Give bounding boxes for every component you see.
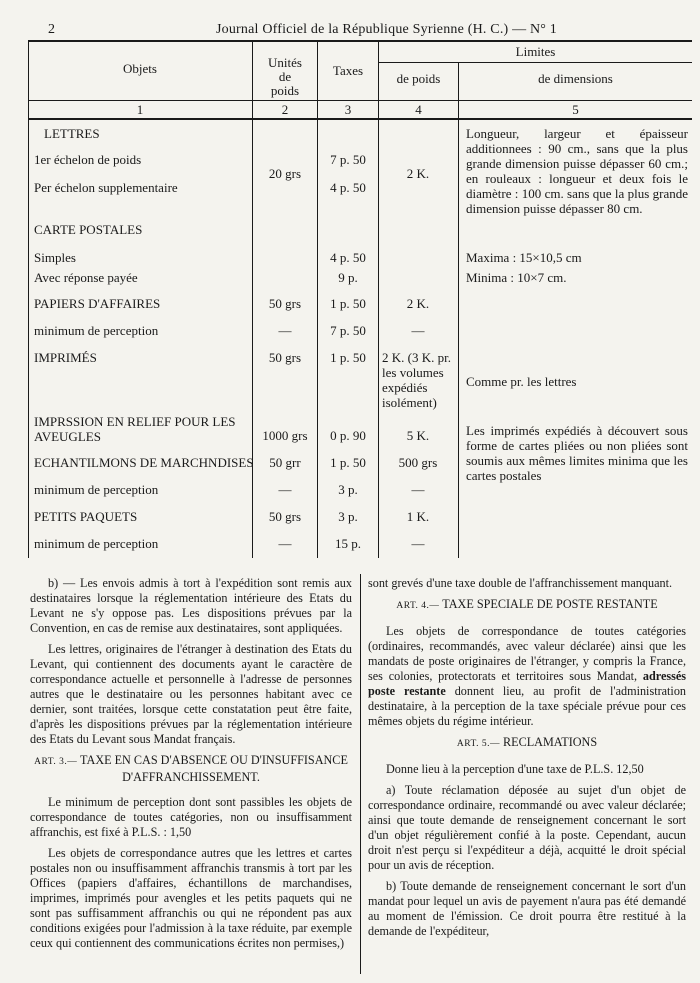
- row-objet: 1er échelon de poids: [34, 152, 142, 167]
- col-number: 5: [572, 102, 579, 117]
- row-unite: 50 grs: [268, 350, 302, 365]
- row-poids: 500 grs: [398, 455, 438, 470]
- article-label: ART. 4.—: [396, 601, 440, 611]
- row-unite: 50 grr: [269, 455, 301, 470]
- article-4-heading: [368, 597, 686, 614]
- row-taxe: 4 p. 50: [330, 180, 366, 195]
- paragraph: Donne lieu à la perception d'une taxe de P.L.S. 12,50: [386, 762, 644, 776]
- paragraph: Le minimum de perception dont sont passibles les objets de correspondance de toutes catégories, non ou insuffisamment affranchis, est fixé à P.L.S. : 1,50: [30, 795, 352, 839]
- row-unite: 20 grs: [268, 166, 302, 181]
- col-number: 3: [344, 102, 352, 117]
- row-poids: 2 K.: [406, 296, 430, 311]
- row-objet: CARTE POSTALES: [34, 222, 143, 237]
- dimensions-lettres: Longueur, largeur et épaisseur additionnees : 90 cm., sans que la plus grande dimension puisse dépasser 60 cm.; en rouleaux : longueur et deux fois le diamètre : 100 cm. sans que la plus grande dimension puisse dépasser 80 cm.: [466, 126, 688, 216]
- header-objets: Objets: [123, 61, 157, 76]
- paragraph: Les objets de correspondance de toutes catégories (ordinaires, recommandés, avec valeur déclarée) ainsi que les mandats de poste originaires de l'étranger, y compris la France, ses colonies, protectorats et territoires sous Mandat, adressés poste restante donnent lieu, au profit de l'administration destinataire, à la perception de la taxe spéciale prévue pour ces mêmes objets du régime intérieur.: [368, 624, 687, 728]
- article-title: TAXE EN CAS D'ABSENCE OU D'INSUFFISANCE D'AFFRANCHISSEMENT.: [80, 753, 348, 784]
- row-objet: minimum de perception: [34, 536, 159, 551]
- row-taxe: 4 p. 50: [330, 250, 366, 265]
- row-objet: IMPRSSION EN RELIEF POUR LES AVEUGLES: [34, 414, 236, 444]
- row-unite: —: [278, 536, 292, 551]
- paragraph: Les lettres, originaires de l'étranger à destination des Etats du Levant, qui contiennent des documents ayant le caractère de correspondance actuelle et personnelle à l'adresse de personnes autres que le destinataire ou les personnes habitant avec ce dernier, sont traitées, lorsque cette constatation peut être faite, d'après les dispositions prévues par la réglementation intérieure des Etats du Levant sous Mandat français.: [30, 642, 352, 746]
- tariff-table: [28, 40, 692, 558]
- row-poids: 2 K. (3 K. pr. les volumes expédiés isolément): [382, 350, 451, 410]
- paragraph: Les objets de correspondance autres que les lettres et cartes postales non ou insuffisamment affranchis transmis à tort par les Offices (papiers d'affaires, échantillons de marchandises, imprimes, imprimés pour avengles et les petits paquets qui ne sont pas suffisamment affranchis ou qui ne répondent pas aux conditions exigées pour l'admission à la taxe réduite, par exemple ceux qui contiennent des communications écrites non permises,): [30, 846, 352, 950]
- column-divider: [360, 574, 361, 974]
- col-number: 2: [281, 102, 289, 117]
- row-poids: 1 K.: [406, 509, 430, 524]
- header-de-dimensions: de dimensions: [538, 71, 613, 86]
- bold-phrase: adressés poste restante: [368, 669, 686, 698]
- row-unite: 50 grs: [268, 296, 302, 311]
- row-taxe: 1 p. 50: [330, 350, 366, 365]
- header-taxes: Taxes: [332, 63, 364, 78]
- col-number: 4: [415, 102, 422, 117]
- row-unite: 1000 grs: [262, 428, 308, 443]
- row-taxe: 1 p. 50: [330, 296, 366, 311]
- article-5-heading: [368, 735, 686, 752]
- row-objet: minimum de perception: [34, 482, 159, 497]
- article-title: TAXE SPECIALE DE POSTE RESTANTE: [442, 597, 658, 611]
- row-objet: LETTRES: [44, 126, 100, 141]
- paragraph: b) Toute demande de renseignement concernant le sort d'un mandat pour lequel un avis de payement n'aura pas été demandé au moment de l'émission. Ce droit pourra être restitué à la demande de l'expéditeur,: [368, 879, 686, 938]
- row-taxe: 7 p. 50: [330, 323, 366, 338]
- row-poids: —: [411, 323, 425, 338]
- row-poids: 5 K.: [406, 428, 430, 443]
- row-taxe: 7 p. 50: [330, 152, 366, 167]
- header-de-poids: de poids: [396, 71, 441, 86]
- header-unites: Unités de poids: [268, 55, 302, 98]
- row-objet: minimum de perception: [34, 323, 159, 338]
- paragraph: sont grevés d'une taxe double de l'affranchissement manquant.: [368, 576, 673, 590]
- dimensions-imprimes: Comme pr. les lettres: [466, 374, 577, 389]
- row-unite: —: [278, 482, 292, 497]
- row-unite: 50 grs: [268, 509, 302, 524]
- journal-title: Journal Officiel de la République Syrienne (H. C.) — N° 1: [216, 22, 558, 37]
- article-label: ART. 3.—: [34, 757, 78, 767]
- row-objet: IMPRIMÉS: [34, 350, 97, 365]
- article-title: RECLAMATIONS: [503, 735, 598, 749]
- paragraph: a) Toute réclamation déposée au sujet d'un objet de correspondance ordinaire, recommandé ou avec valeur déclarée; ainsi que toute demande de renseignement concernant le sort d'un objet régulièrement confié à la poste. Cependant, aucun droit n'est perçu si l'expéditeur a déjà, acquitté le droit spécial pour un avis de réception.: [368, 783, 686, 872]
- row-taxe: 3 p.: [338, 509, 358, 524]
- row-taxe: 3 p.: [338, 482, 358, 497]
- left-column: [30, 576, 352, 957]
- row-unite: —: [278, 323, 292, 338]
- row-taxe: 1 p. 50: [330, 455, 366, 470]
- row-objet: Simples: [34, 250, 76, 265]
- dimensions-maxima: Maxima : 15×10,5 cm: [466, 250, 582, 265]
- article-label: ART. 5.—: [456, 739, 500, 749]
- row-objet: Per échelon supplementaire: [34, 180, 178, 195]
- page-number: 2: [48, 22, 55, 37]
- row-objet: ECHANTILMONS DE MARCHNDISES: [34, 455, 254, 470]
- row-poids: —: [411, 482, 425, 497]
- paragraph: b) — Les envois admis à tort à l'expédition sont remis aux destinataires lorsque la réglementation intérieure des Etats du Levant ne s'y oppose pas. Les dispositions prévues par la Convention, en cas de remise aux destinataires, sont appliquées.: [30, 576, 352, 635]
- col-number: 1: [136, 102, 144, 117]
- row-objet: PETITS PAQUETS: [34, 509, 138, 524]
- dimensions-minima: Minima : 10×7 cm.: [466, 270, 567, 285]
- right-column: [368, 576, 686, 945]
- article-3-heading: [30, 753, 352, 785]
- row-objet: Avec réponse payée: [34, 270, 138, 285]
- row-poids: 2 K.: [406, 166, 430, 181]
- dimensions-aveugles: Les imprimés expédiés à découvert sous forme de cartes pliées ou non pliées sont soumis aux mêmes limites minima que les cartes postales: [466, 423, 688, 483]
- header-limites: Limites: [515, 44, 556, 59]
- row-taxe: 0 p. 90: [330, 428, 366, 443]
- page-header: [28, 18, 688, 40]
- row-poids: —: [411, 536, 425, 551]
- row-objet: PAPIERS D'AFFAIRES: [34, 296, 161, 311]
- row-taxe: 15 p.: [335, 536, 361, 551]
- row-taxe: 9 p.: [338, 270, 358, 285]
